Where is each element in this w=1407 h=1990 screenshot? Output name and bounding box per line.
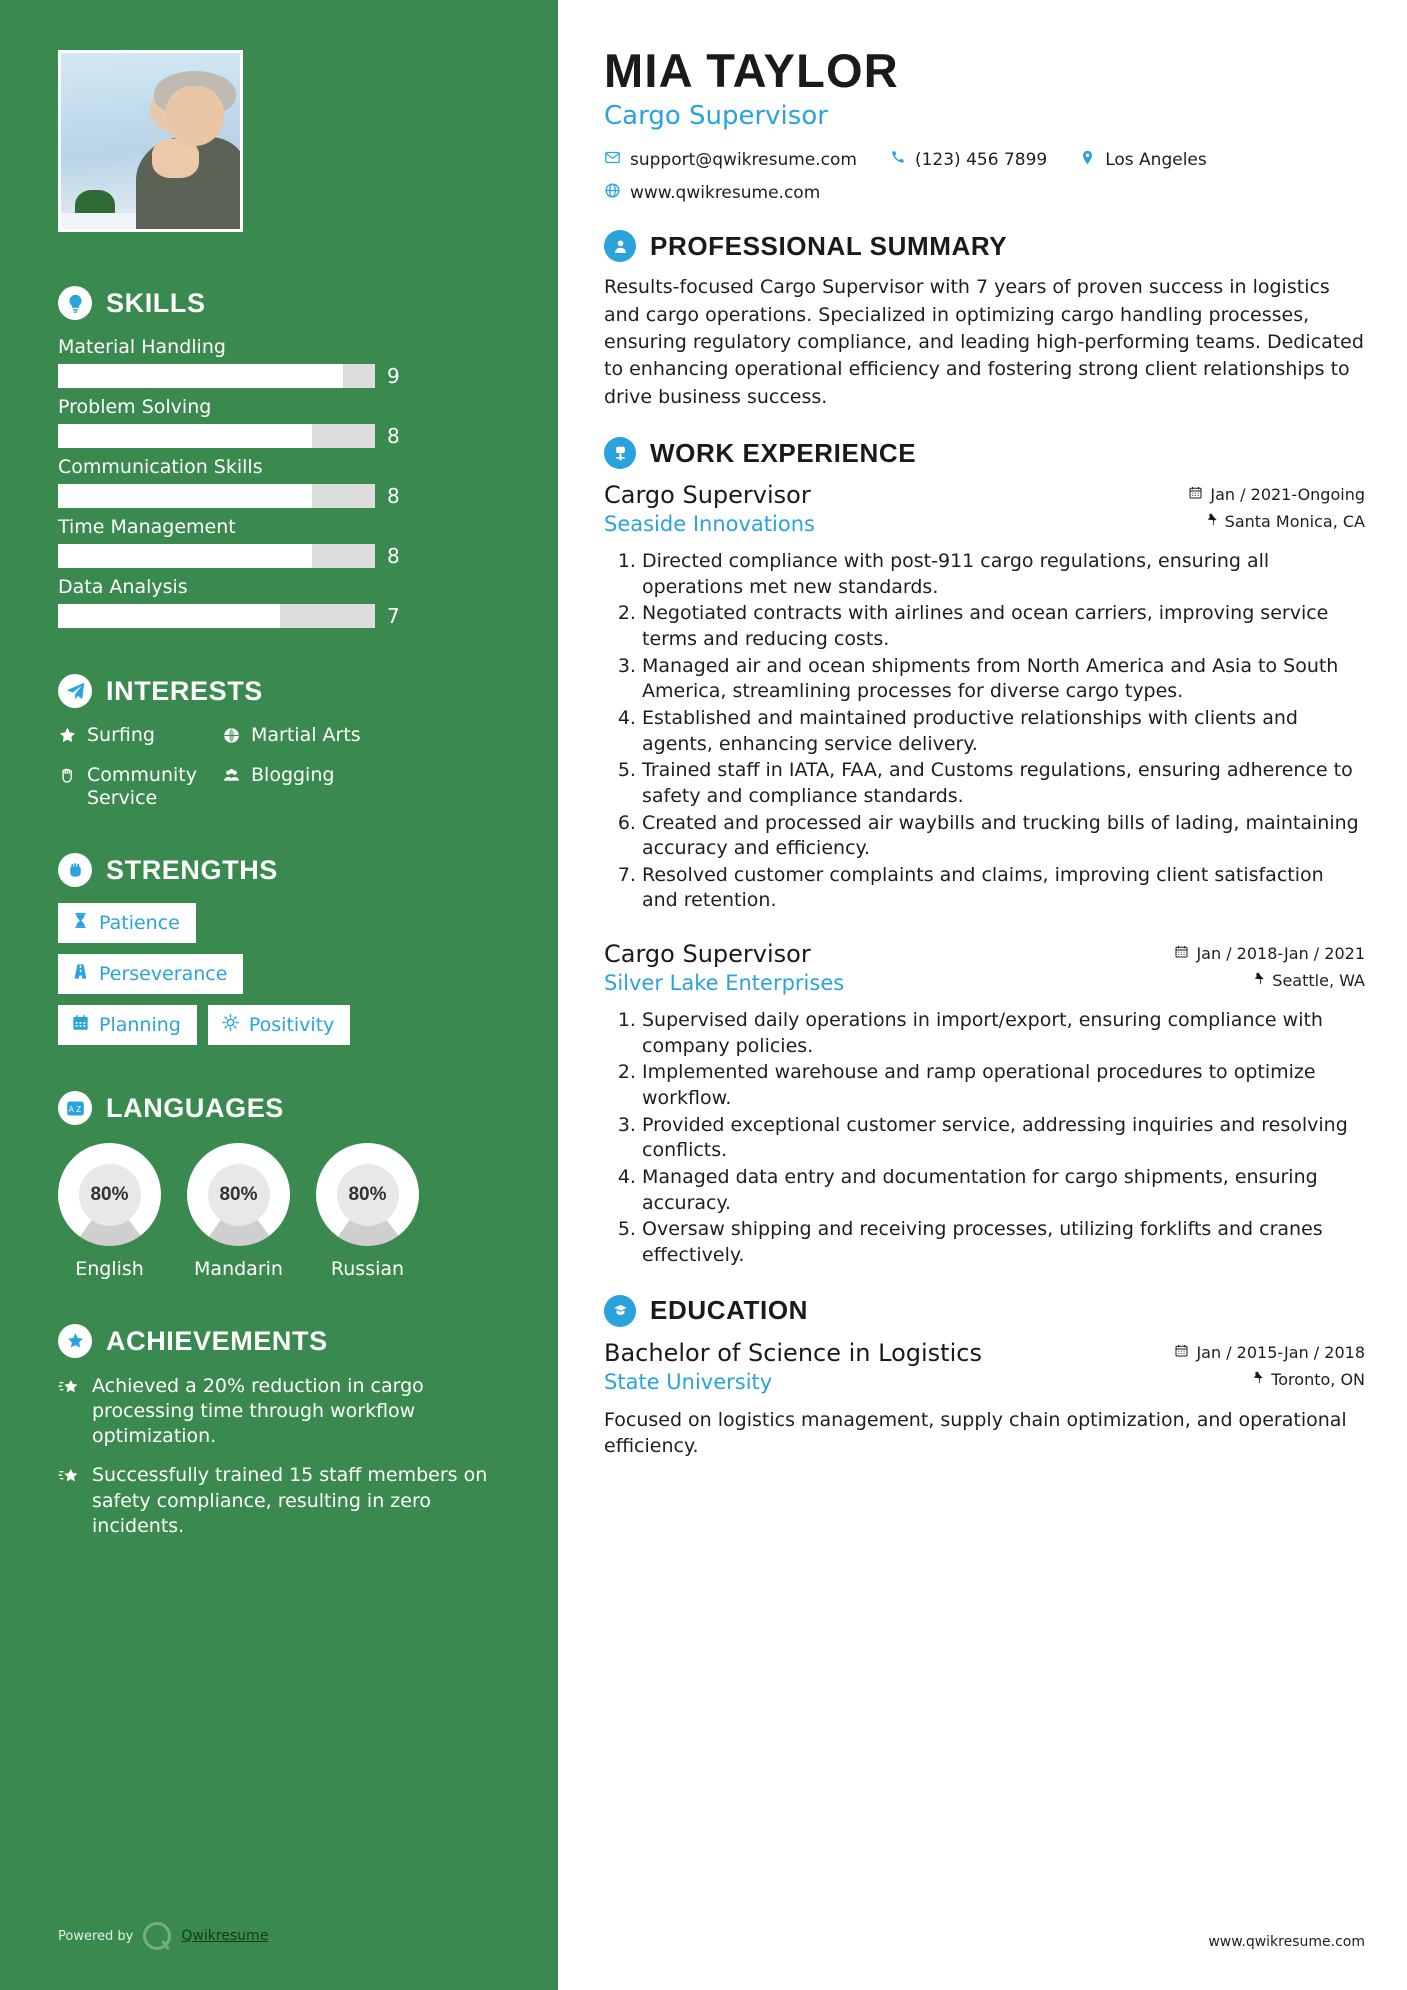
strengths-section (58, 853, 500, 1045)
achievements-section-header (58, 1324, 500, 1358)
skill-row (58, 456, 500, 508)
road-icon (71, 962, 90, 986)
main-footer-website: www.qwikresume.com (1208, 1934, 1365, 1950)
job-title: Cargo Supervisor (604, 481, 811, 510)
skill-row (58, 336, 500, 388)
entry-meta (1174, 940, 1365, 998)
skills-title: SKILLS (106, 287, 206, 318)
profile-photo-image (61, 53, 240, 229)
skill-value: 9 (387, 364, 400, 388)
summary-title: PROFESSIONAL SUMMARY (650, 230, 1008, 261)
powered-by-label: Powered by (58, 1928, 134, 1944)
languages-list (58, 1143, 500, 1280)
interest-item (222, 724, 500, 750)
interest-label: Surfing (87, 724, 155, 746)
language-donut (316, 1143, 419, 1246)
interest-item (222, 764, 500, 809)
contact-item-location-pin[interactable] (1079, 149, 1207, 171)
shooting-star-icon (58, 1374, 80, 1449)
qwikresume-logo-icon (143, 1922, 171, 1950)
entry-date (1174, 1343, 1365, 1362)
job-bullet: 3. Managed air and ocean shipments from North America and Asia to South America, streamlining processes for diverse cargo types. (642, 654, 1365, 705)
main-content (558, 0, 1407, 1990)
skill-row (58, 576, 500, 628)
strength-chip (58, 954, 243, 994)
job-bullet: 6. Created and processed air waybills and trucking bills of lading, maintaining accuracy and efficiency. (642, 811, 1365, 862)
interests-section-header (58, 674, 500, 708)
job-bullet: 5. Trained staff in IATA, FAA, and Customs regulations, ensuring adherence to safety and compliance standards. (642, 758, 1365, 809)
education-list (604, 1339, 1365, 1460)
office-chair-icon (604, 437, 636, 469)
calendar-icon (1188, 485, 1203, 504)
strength-chip (58, 903, 196, 943)
entry-location-value: Seattle, WA (1272, 971, 1365, 991)
skill-label: Problem Solving (58, 396, 212, 418)
skill-value: 8 (387, 424, 400, 448)
job-company[interactable]: Silver Lake Enterprises (604, 971, 845, 996)
calendar-icon (1174, 944, 1189, 963)
entry-meta (1174, 1339, 1365, 1397)
skill-value: 7 (387, 604, 400, 628)
education-section-header (604, 1295, 1365, 1327)
star-icon (58, 724, 77, 750)
paper-plane-icon (58, 674, 92, 708)
skill-label: Material Handling (58, 336, 226, 358)
svg-text:A: A (68, 1104, 74, 1114)
summary-text: Results-focused Cargo Supervisor with 7 years of proven success in logistics and cargo operations. Specialized in optimizing cargo handling processes, ensuring regulatory compliance, and leading high-performing teams. Dedicated to enhancing operational efficiency and fostering strong client relationships to drive business success. (604, 276, 1364, 408)
entry-date (1174, 944, 1365, 963)
job-bullet: 3. Provided exceptional customer service, addressing inquiries and resolving conflicts. (642, 1113, 1365, 1164)
work-title: WORK EXPERIENCE (650, 437, 917, 468)
location-pin-icon (1079, 149, 1096, 171)
language-percent: 80% (79, 1164, 141, 1226)
skill-row (58, 396, 500, 448)
pin-icon (1203, 512, 1218, 531)
achievement-text: Successfully trained 15 staff members on safety compliance, resulting in zero incidents. (92, 1464, 488, 1537)
job-entry (604, 940, 1365, 1268)
achievement-text: Achieved a 20% reduction in cargo processing time through workflow optimization. (92, 1375, 424, 1448)
user-circle-icon (604, 230, 636, 262)
languages-section-header (58, 1091, 500, 1125)
skill-bar-fill (58, 364, 343, 388)
interests-title: INTERESTS (106, 675, 263, 706)
qwikresume-link[interactable]: Qwikresume (181, 1928, 269, 1944)
work-section-header (604, 437, 1365, 469)
contact-row-website (604, 182, 1365, 204)
entry-location (1174, 1370, 1365, 1389)
translate-icon (58, 1091, 92, 1125)
language-percent: 80% (337, 1164, 399, 1226)
website-value: www.qwikresume.com (630, 183, 821, 204)
job-bullet: 4. Established and maintained productive relationships with clients and agents, enhancing service delivery. (642, 706, 1365, 757)
interests-section (58, 674, 500, 809)
education-description: Focused on logistics management, supply chain optimization, and operational efficiency. (604, 1408, 1347, 1458)
svg-text:Z: Z (75, 1104, 81, 1114)
language-label: English (75, 1258, 144, 1281)
interest-item (58, 724, 222, 750)
sidebar (0, 0, 558, 1990)
strengths-list (58, 903, 388, 1045)
phone-icon (889, 149, 906, 171)
entry-date-value: Jan / 2021-Ongoing (1210, 485, 1365, 505)
strengths-section-header (58, 853, 500, 887)
contact-website[interactable] (604, 182, 820, 204)
sun-icon (221, 1013, 240, 1037)
job-bullet: 2. Implemented warehouse and ramp operational procedures to optimize workflow. (642, 1060, 1365, 1111)
contact-item-email[interactable] (604, 149, 857, 171)
interest-label: Community Service (87, 764, 197, 809)
badge-star-icon (58, 1324, 92, 1358)
skill-bar-track (58, 424, 375, 448)
skills-section (58, 286, 500, 628)
strength-label: Planning (99, 1014, 181, 1037)
job-entry (604, 481, 1365, 914)
skill-value: 8 (387, 484, 400, 508)
skill-bar-fill (58, 544, 312, 568)
users-icon (222, 764, 241, 790)
fist-icon (58, 853, 92, 887)
shooting-star-icon (58, 1463, 80, 1538)
education-school[interactable]: State University (604, 1369, 773, 1394)
entry-date-value: Jan / 2018-Jan / 2021 (1196, 944, 1365, 964)
interest-item (58, 764, 222, 809)
globe-icon (222, 724, 241, 750)
page-title: MIA TAYLOR (604, 44, 899, 97)
entry-location (1188, 512, 1365, 531)
strength-chip (208, 1005, 351, 1045)
education-entry (604, 1339, 1365, 1460)
achievement-item (58, 1374, 500, 1449)
skill-row (58, 516, 500, 568)
entry-location (1174, 971, 1365, 990)
jobs-list (604, 481, 1365, 1268)
skill-label: Data Analysis (58, 576, 188, 598)
interest-label: Martial Arts (251, 724, 361, 746)
skill-bar-track (58, 364, 375, 388)
lightbulb-icon (58, 286, 92, 320)
strengths-title: STRENGTHS (106, 854, 278, 885)
entry-location-value: Santa Monica, CA (1224, 512, 1365, 532)
skill-bar-track (58, 484, 375, 508)
skills-section-header (58, 286, 500, 320)
job-bullets (630, 549, 1365, 914)
globe-icon (604, 182, 621, 204)
language-donut (58, 1143, 161, 1246)
job-bullet: 1. Supervised daily operations in import/export, ensuring compliance with company policies. (642, 1008, 1365, 1059)
language-label: Mandarin (194, 1258, 283, 1281)
achievements-section (58, 1324, 500, 1538)
skill-bar-track (58, 604, 375, 628)
skill-bar-fill (58, 484, 312, 508)
skill-label: Communication Skills (58, 456, 263, 478)
interest-label: Blogging (251, 764, 335, 787)
job-role-subtitle: Cargo Supervisor (604, 101, 828, 132)
job-bullet: 7. Resolved customer complaints and claims, improving client satisfaction and retention. (642, 863, 1365, 914)
language-donut (187, 1143, 290, 1246)
summary-section-header (604, 230, 1365, 262)
job-title: Cargo Supervisor (604, 940, 811, 969)
language-label: Russian (330, 1258, 405, 1281)
entry-location-value: Toronto, ON (1271, 1369, 1365, 1389)
avatar (58, 50, 243, 232)
strength-label: Perseverance (99, 963, 228, 986)
education-section (604, 1295, 1365, 1460)
contact-value: Los Angeles (1105, 150, 1207, 171)
pin-icon (1250, 971, 1265, 990)
strength-chip (58, 1005, 197, 1045)
email-icon (604, 149, 621, 171)
skill-bar-fill (58, 604, 280, 628)
achievement-item (58, 1463, 500, 1538)
hourglass-icon (71, 911, 90, 935)
skill-bar-fill (58, 424, 312, 448)
interests-list (58, 724, 500, 809)
graduate-icon (604, 1295, 636, 1327)
skill-value: 8 (387, 544, 400, 568)
work-experience-section (604, 437, 1365, 1268)
language-item (58, 1143, 161, 1280)
entry-date-value: Jan / 2015-Jan / 2018 (1196, 1342, 1365, 1362)
languages-section (58, 1091, 500, 1280)
education-title: EDUCATION (650, 1295, 809, 1326)
skill-bar-track (58, 544, 375, 568)
skills-list (58, 336, 500, 628)
achievements-title: ACHIEVEMENTS (106, 1325, 328, 1356)
achievements-list (58, 1374, 500, 1538)
language-item (316, 1143, 419, 1280)
contact-value: (123) 456 7899 (914, 150, 1048, 171)
skill-label: Time Management (58, 516, 236, 538)
languages-title: LANGUAGES (106, 1092, 284, 1123)
job-bullet: 4. Managed data entry and documentation for cargo shipments, ensuring accuracy. (642, 1165, 1365, 1216)
job-bullet: 1. Directed compliance with post-911 cargo regulations, ensuring all operations met new standards. (642, 549, 1365, 600)
job-bullet: 2. Negotiated contracts with airlines and ocean carriers, improving service terms and reducing costs. (642, 601, 1365, 652)
sidebar-footer (58, 1922, 268, 1950)
contact-item-phone[interactable] (889, 149, 1047, 171)
language-item (187, 1143, 290, 1280)
hand-icon (58, 764, 77, 790)
strength-label: Patience (99, 912, 180, 935)
job-company[interactable]: Seaside Innovations (604, 512, 815, 537)
entry-date (1188, 485, 1365, 504)
language-percent: 80% (208, 1164, 270, 1226)
job-bullet: 5. Oversaw shipping and receiving processes, utilizing forklifts and cranes effectively. (642, 1217, 1365, 1268)
professional-summary-section (604, 230, 1365, 411)
contact-row-primary (604, 149, 1365, 171)
pin-icon (1249, 1370, 1264, 1389)
education-degree: Bachelor of Science in Logistics (604, 1338, 982, 1367)
photo-face-decor (165, 86, 224, 146)
calendar-icon (71, 1013, 90, 1037)
job-bullets (630, 1008, 1365, 1268)
strength-label: Positivity (248, 1014, 335, 1037)
contact-block (604, 149, 1365, 204)
calendar-icon (1174, 1343, 1189, 1362)
entry-meta (1188, 481, 1365, 539)
contact-value: support@qwikresume.com (630, 150, 857, 171)
